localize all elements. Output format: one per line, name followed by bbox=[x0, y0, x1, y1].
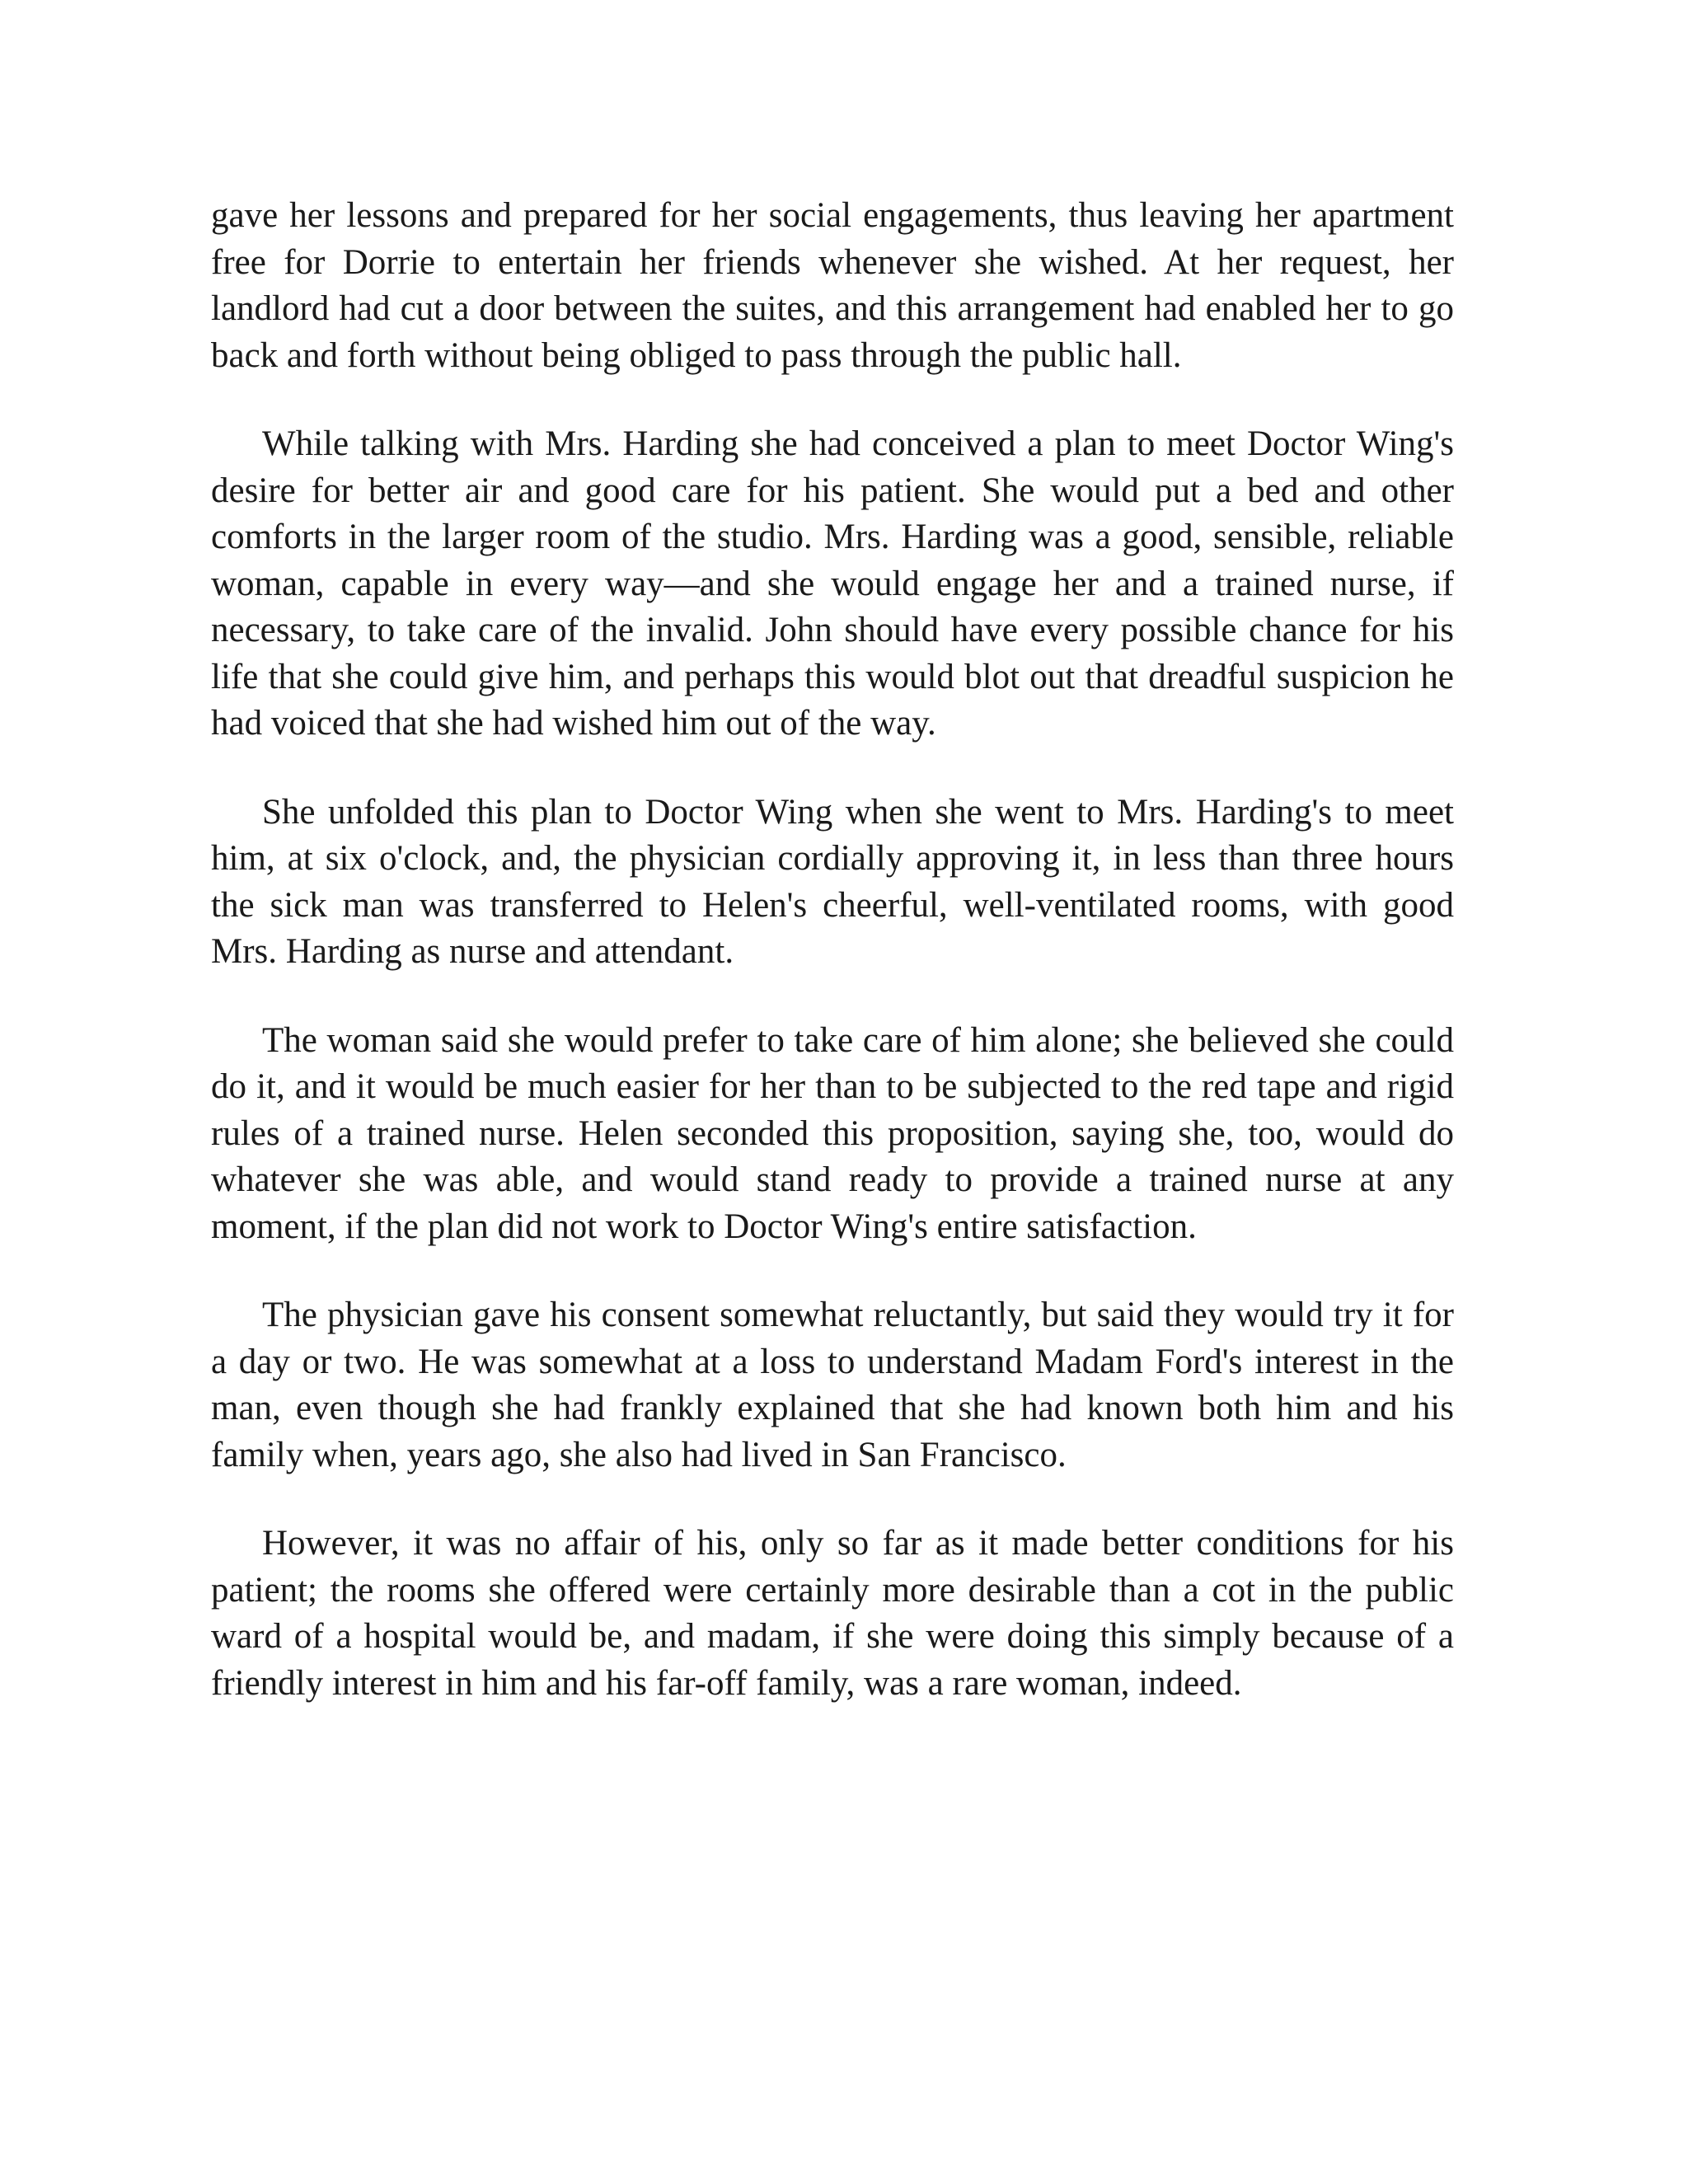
paragraph-3: She unfolded this plan to Doctor Wing when she went to Mrs. Harding's to meet him, at six o'clock, and, the physician cordially approving it, in less than three hours the sick man was transferred to Helen's cheerful, well-ventilated rooms, with good Mrs. Harding as nurse and attendant. bbox=[211, 792, 1454, 971]
paragraph-4: The woman said she would prefer to take care of him alone; she believed she could do it, and it would be much easier for her than to be subjected to the red tape and rigid rules of a trained nurse. Helen seconded this proposition, saying she, too, would do whatever she was able, and would stand ready to provide a trained nurse at any moment, if the plan did not work to Doctor Wing's entire satisfaction. bbox=[211, 1020, 1454, 1246]
paragraph-6: However, it was no affair of his, only so far as it made better conditions for his patient; the rooms she offered were certainly more desirable than a cot in the public ward of a hospital would be, and madam, if she were doing this simply because of a friendly interest in him and his far-off family, was a rare woman, indeed. bbox=[211, 1524, 1454, 1703]
paragraph-1: gave her lessons and prepared for her social engagements, thus leaving her apartment free for Dorrie to entertain her friends whenever she wished. At her request, her landlord had cut a door between the suites, and this arrangement had enabled her to go back and forth without being obliged to pass through the public hall. bbox=[211, 196, 1454, 375]
document-page bbox=[211, 193, 1454, 1749]
paragraph-5: The physician gave his consent somewhat reluctantly, but said they would try it for a day or two. He was somewhat at a loss to understand Madam Ford's interest in the man, even though she had frankly explained that she had known both him and his family when, years ago, she also had lived in San Francisco. bbox=[211, 1296, 1454, 1474]
paragraph-2: While talking with Mrs. Harding she had conceived a plan to meet Doctor Wing's desire for better air and good care for his patient. She would put a bed and other comforts in the larger room of the studio. Mrs. Harding was a good, sensible, reliable woman, capable in every way—and she would engage her and a trained nurse, if necessary, to take care of the invalid. John should have every possible chance for his life that she could give him, and perhaps this would blot out that dreadful suspicion he had voiced that she had wished him out of the way. bbox=[211, 424, 1454, 743]
